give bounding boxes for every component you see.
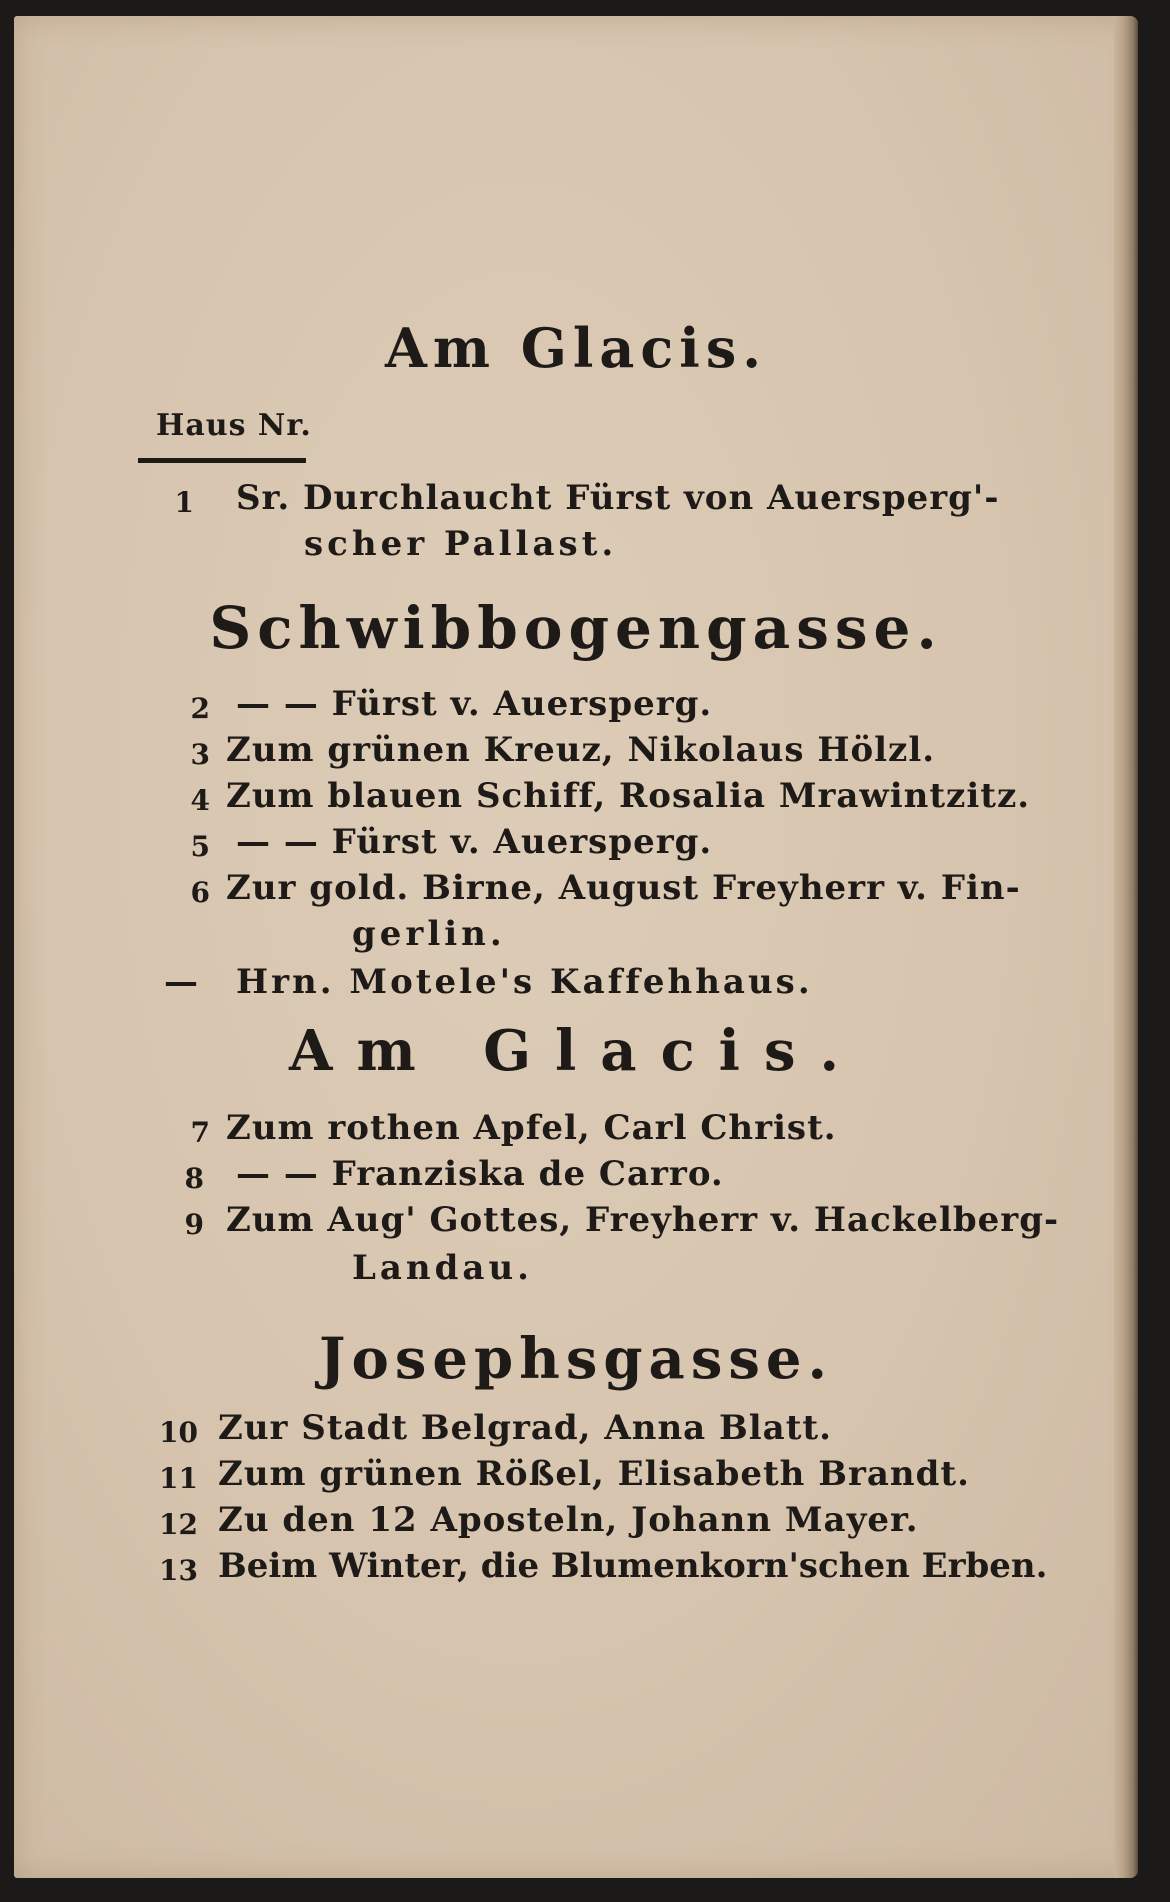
entry-continuation: gerlin. [352, 914, 506, 954]
entry-number: 6 [190, 876, 210, 909]
entry-text: Zum grünen Kreuz, Nikolaus Hölzl. [226, 730, 936, 770]
entry-number: 12 [159, 1508, 198, 1541]
header-rule [138, 458, 306, 463]
entry-text: Sr. Durchlaucht Fürst von Auersperg'- [236, 478, 1000, 518]
entry-continuation: scher Pallast. [304, 524, 618, 564]
section-heading-schwibbogengasse: Schwibbogengasse. [209, 594, 943, 662]
entry-number: 13 [159, 1554, 198, 1587]
section-heading-am-glacis: Am Glacis. [289, 1018, 863, 1084]
entry-text: — — Fürst v. Auersperg. [236, 822, 713, 862]
entry-text: — — Franziska de Carro. [236, 1154, 724, 1194]
entry-text: Zu den 12 Aposteln, Johann Mayer. [218, 1500, 919, 1540]
entry-text: Beim Winter, die Blumenkorn'schen Erben. [218, 1546, 1048, 1586]
entry-text: Zum rothen Apfel, Carl Christ. [226, 1108, 837, 1148]
entry-number: 8 [184, 1162, 204, 1195]
column-header-haus-nr: Haus Nr. [156, 408, 312, 443]
entry-continuation: Landau. [352, 1248, 534, 1288]
book-page [14, 16, 1138, 1878]
entry-number: 1 [174, 486, 194, 519]
entry-text: Zum blauen Schiff, Rosalia Mrawintzitz. [226, 776, 1031, 816]
entry-number: 9 [184, 1208, 204, 1241]
entry-text: Zur gold. Birne, August Freyherr v. Fin- [226, 868, 1021, 908]
entry-number: — [164, 962, 198, 1002]
entry-number: 11 [159, 1462, 198, 1495]
entry-number: 4 [190, 784, 210, 817]
entry-number: 10 [159, 1416, 198, 1449]
entry-number: 7 [190, 1116, 210, 1149]
entry-number: 5 [190, 830, 210, 863]
entry-number: 3 [190, 738, 210, 771]
page-edge [1114, 16, 1138, 1878]
entry-text: Zur Stadt Belgrad, Anna Blatt. [218, 1408, 832, 1448]
entry-text: Zum grünen Rößel, Elisabeth Brandt. [218, 1454, 970, 1494]
entry-text: Zum Aug' Gottes, Freyherr v. Hackelberg- [226, 1200, 1060, 1240]
section-heading-am-glacis: Am Glacis. [384, 316, 768, 380]
entry-text: — — Fürst v. Auersperg. [236, 684, 713, 724]
section-heading-josephsgasse: Josephsgasse. [318, 1326, 834, 1392]
entry-text: Hrn. Motele's Kaffehhaus. [236, 962, 813, 1002]
entry-number: 2 [190, 692, 210, 725]
